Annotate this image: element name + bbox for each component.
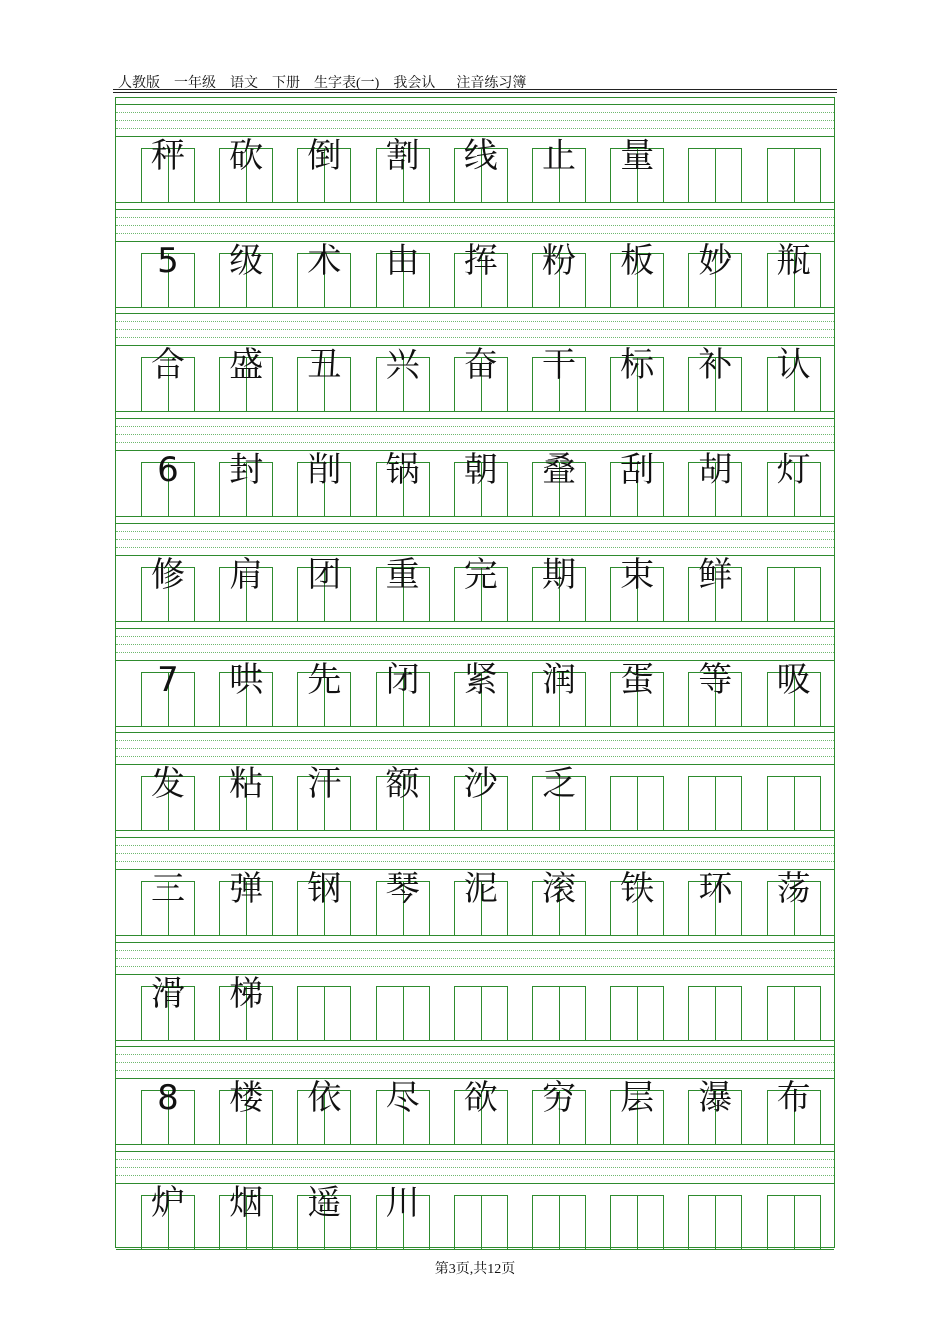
pinyin-guide-line xyxy=(116,837,834,838)
character: 楼 xyxy=(229,1078,264,1119)
character: 琴 xyxy=(385,868,420,909)
pinyin-guide-line xyxy=(116,418,834,419)
character xyxy=(762,970,826,1018)
pinyin-guide-line xyxy=(116,1054,834,1055)
character xyxy=(449,1179,513,1227)
character: 标 xyxy=(620,345,655,386)
character xyxy=(762,132,826,180)
character: 合 xyxy=(151,345,185,386)
pinyin-guide-line xyxy=(116,1151,834,1152)
character xyxy=(605,760,669,808)
pinyin-guide-line xyxy=(116,313,834,314)
pinyin-guide-line xyxy=(116,217,834,218)
character: 发 xyxy=(151,764,185,805)
character: 割 xyxy=(385,136,420,176)
character: 完 xyxy=(463,554,498,595)
pinyin-guide-line xyxy=(116,950,834,951)
character: 梯 xyxy=(229,973,264,1014)
character: 级 xyxy=(229,240,264,281)
character: 闭 xyxy=(385,659,420,700)
pinyin-guide-line xyxy=(116,1070,834,1071)
pinyin-guide-line xyxy=(116,531,834,532)
character: 补 xyxy=(698,345,733,386)
character: 兴 xyxy=(385,345,420,386)
pinyin-guide-line xyxy=(116,209,834,210)
pinyin-guide-line xyxy=(116,442,834,443)
character: 欲 xyxy=(463,1078,498,1119)
character xyxy=(527,1179,591,1227)
character: 叠 xyxy=(542,450,576,491)
character: 滚 xyxy=(542,868,576,909)
character: 层 xyxy=(620,1078,655,1119)
character: 哄 xyxy=(229,659,264,700)
pinyin-guide-line xyxy=(116,225,834,226)
character xyxy=(605,970,669,1018)
header-rule-top xyxy=(113,89,837,90)
character xyxy=(683,970,747,1018)
pinyin-guide-line xyxy=(116,547,834,548)
pinyin-guide-line xyxy=(116,434,834,435)
pinyin-guide-line xyxy=(116,337,834,338)
pinyin-guide-line xyxy=(116,644,834,645)
character: 砍 xyxy=(229,136,264,176)
character: 瀑 xyxy=(698,1078,733,1119)
character: 妙 xyxy=(698,240,733,281)
pinyin-guide-line xyxy=(116,523,834,524)
pinyin-guide-line xyxy=(116,652,834,653)
character: 川 xyxy=(385,1183,420,1223)
pinyin-guide-line xyxy=(116,329,834,330)
character: 汗 xyxy=(307,764,342,805)
character: 5 xyxy=(157,240,179,281)
pinyin-guide-line xyxy=(116,128,834,129)
character: 蛋 xyxy=(620,659,655,700)
character: 铁 xyxy=(620,868,655,909)
character xyxy=(762,1179,826,1227)
character: 术 xyxy=(307,240,342,281)
character: 荡 xyxy=(776,868,811,909)
pinyin-guide-line xyxy=(116,732,834,733)
pinyin-guide-line xyxy=(116,1167,834,1168)
page-header: 人教版 一年级 语文 下册 生字表(一) 我会认 注音练习簿 xyxy=(118,76,527,91)
character: 额 xyxy=(385,764,420,805)
character: 认 xyxy=(776,345,811,386)
character xyxy=(527,970,591,1018)
pinyin-guide-line xyxy=(116,740,834,741)
pinyin-guide-line xyxy=(116,233,834,234)
character: 7 xyxy=(157,659,179,700)
page-footer: 第3页,共12页 xyxy=(434,1262,516,1277)
pinyin-guide-line xyxy=(116,1159,834,1160)
character: 秤 xyxy=(151,136,185,176)
character: 粉 xyxy=(542,240,576,281)
pinyin-guide-line xyxy=(116,1046,834,1047)
character: 刮 xyxy=(620,450,655,491)
pinyin-guide-line xyxy=(116,628,834,629)
character xyxy=(449,970,513,1018)
character: 团 xyxy=(307,554,342,595)
character: 量 xyxy=(620,136,655,176)
character: 瓶 xyxy=(776,240,811,281)
character xyxy=(683,1179,747,1227)
character: 三 xyxy=(151,868,185,909)
character: 布 xyxy=(776,1078,811,1119)
character: 乏 xyxy=(542,764,576,805)
character: 吸 xyxy=(776,659,811,700)
pinyin-guide-line xyxy=(116,966,834,967)
character: 依 xyxy=(307,1078,342,1119)
character: 鲜 xyxy=(698,554,733,595)
pinyin-guide-line xyxy=(116,756,834,757)
pinyin-guide-line xyxy=(116,1175,834,1176)
character: 朝 xyxy=(463,450,498,491)
character xyxy=(292,970,356,1018)
pinyin-guide-line xyxy=(116,636,834,637)
character: 穷 xyxy=(542,1078,576,1119)
character: 锅 xyxy=(385,450,420,491)
character: 挥 xyxy=(463,240,498,281)
pinyin-guide-line xyxy=(116,1062,834,1063)
character: 沙 xyxy=(463,764,498,805)
character: 泥 xyxy=(463,868,498,909)
character: 束 xyxy=(620,554,655,595)
character: 烟 xyxy=(229,1183,264,1223)
header-rule-bottom xyxy=(113,92,837,93)
character xyxy=(683,132,747,180)
pinyin-guide-line xyxy=(116,861,834,862)
character: 先 xyxy=(307,659,342,700)
character: 倒 xyxy=(307,136,342,176)
pinyin-guide-line xyxy=(116,321,834,322)
character xyxy=(605,1179,669,1227)
character: 干 xyxy=(542,345,576,386)
character: 紧 xyxy=(463,659,498,700)
character: 等 xyxy=(698,659,733,700)
character xyxy=(762,551,826,599)
pinyin-guide-line xyxy=(116,426,834,427)
character: 止 xyxy=(542,136,576,176)
pinyin-guide-line xyxy=(116,104,834,105)
character: 滑 xyxy=(151,973,185,1014)
pinyin-guide-line xyxy=(116,958,834,959)
character: 炉 xyxy=(151,1183,185,1223)
character: 灯 xyxy=(776,450,811,491)
character xyxy=(371,970,435,1018)
character: 线 xyxy=(463,136,498,176)
pinyin-guide-line xyxy=(116,112,834,113)
pinyin-guide-line xyxy=(116,853,834,854)
character: 弹 xyxy=(229,868,264,909)
character xyxy=(683,760,747,808)
pinyin-guide-line xyxy=(116,845,834,846)
character: 板 xyxy=(620,240,655,281)
character: 削 xyxy=(307,450,342,491)
character: 粘 xyxy=(229,764,264,805)
character: 钢 xyxy=(307,868,342,909)
character: 盛 xyxy=(229,345,264,386)
character: 由 xyxy=(385,240,420,281)
character: 期 xyxy=(542,554,576,595)
pinyin-guide-line xyxy=(116,120,834,121)
character: 润 xyxy=(542,659,576,700)
character: 遥 xyxy=(307,1183,342,1223)
pinyin-guide-line xyxy=(116,748,834,749)
character xyxy=(762,760,826,808)
character: 丑 xyxy=(307,345,342,386)
pinyin-guide-line xyxy=(116,539,834,540)
character: 重 xyxy=(385,554,420,595)
character: 8 xyxy=(157,1078,179,1119)
character: 环 xyxy=(698,868,733,909)
character: 封 xyxy=(229,450,264,491)
tianzige-grid xyxy=(115,97,835,1248)
character: 6 xyxy=(157,450,179,491)
character: 修 xyxy=(151,554,185,595)
pinyin-guide-line xyxy=(116,942,834,943)
character: 尽 xyxy=(385,1078,420,1119)
character: 肩 xyxy=(229,554,264,595)
character: 胡 xyxy=(698,450,733,491)
character: 奋 xyxy=(463,345,498,386)
